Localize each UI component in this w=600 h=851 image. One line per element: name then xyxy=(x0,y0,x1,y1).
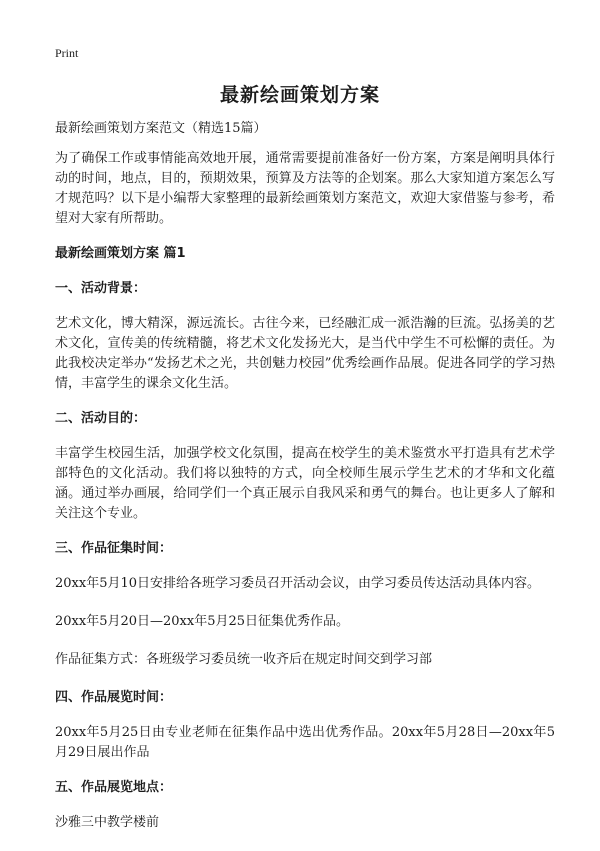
section-heading-exhibition-location: 五、作品展览地点： xyxy=(55,780,173,795)
section-paragraph: 沙雅三中教学楼前 xyxy=(55,815,160,830)
section-paragraph: 20xx年5月10日安排给各班学习委员召开活动会议，由学习委员传达活动具体内容。 xyxy=(55,576,541,591)
section-heading-collection-time: 三、作品征集时间： xyxy=(55,541,173,556)
section-paragraph: 20xx年5月20日—20xx年5月25日征集优秀作品。 xyxy=(55,614,350,629)
document-subtitle: 最新绘画策划方案范文（精选15篇） xyxy=(55,121,267,136)
section-heading-purpose: 二、活动目的： xyxy=(55,411,147,426)
section-heading-exhibition-time: 四、作品展览时间： xyxy=(55,690,173,705)
section-paragraph: 20xx年5月25日由专业老师在征集作品中选出优秀作品。20xx年5月28日—20xx年5月29日展出作品 xyxy=(55,725,555,760)
article-heading: 最新绘画策划方案 篇1 xyxy=(55,246,186,261)
print-link[interactable]: Print xyxy=(55,46,79,60)
section-heading-background: 一、活动背景： xyxy=(55,281,147,296)
page-title: 最新绘画策划方案 xyxy=(219,84,380,106)
document-body xyxy=(55,119,555,851)
intro-paragraph: 为了确保工作或事情能高效地开展，通常需要提前准备好一份方案，方案是阐明具体行动的时间，地点，目的，预期效果，预算及方法等的企划案。那么大家知道方案怎么写才规范吗？以下是小编帮大家整理的最新绘画策划方案范文，欢迎大家借鉴与参考，希望对大家有所帮助。 xyxy=(55,151,555,226)
section-paragraph: 艺术文化，博大精深，源远流长。古往今来，已经融汇成一派浩瀚的巨流。弘扬美的艺术文化，宣传美的传统精髓，将艺术文化发扬光大，是当代中学生不可松懈的责任。为此我校决定举办“发扬艺术之光，共创魅力校园”优秀绘画作品展。促进各同学的学习热情，丰富学生的课余文化生活。 xyxy=(55,316,555,391)
section-paragraph: 丰富学生校园生活，加强学校文化氛围，提高在校学生的美术鉴赏水平打造具有艺术学部特色的文化活动。我们将以独特的方式，向全校师生展示学生艺术的才华和文化蕴涵。通过举办画展，给同学们一个真正展示自我风采和勇气的舞台。也让更多人了解和关注这个专业。 xyxy=(55,446,555,521)
section-paragraph: 作品征集方式：各班级学习委员统一收齐后在规定时间交到学习部 xyxy=(55,652,433,667)
